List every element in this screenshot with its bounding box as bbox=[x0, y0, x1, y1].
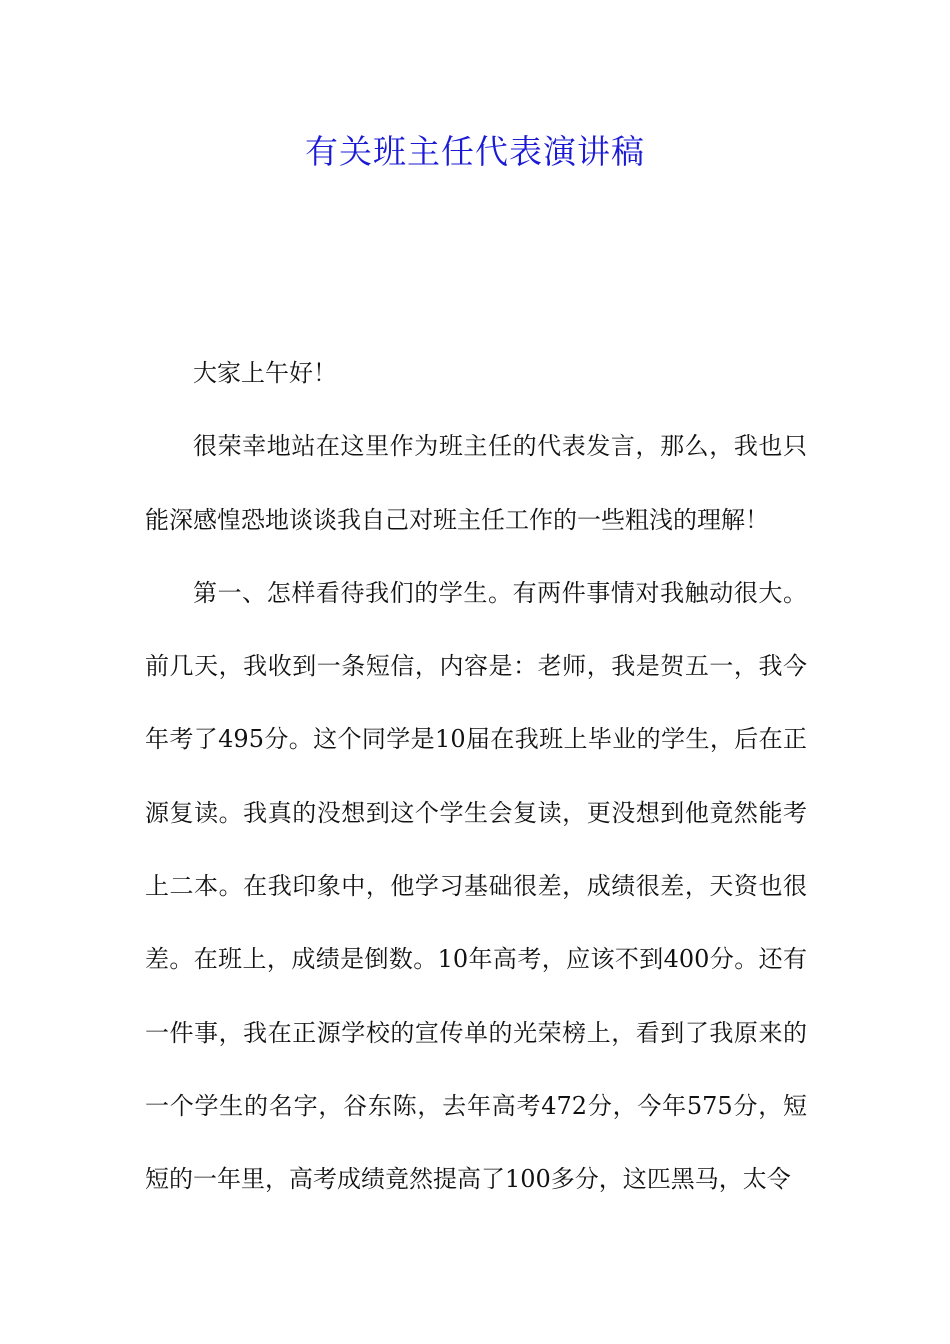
paragraph-first-point: 第一、怎样看待我们的学生。有两件事情对我触动很大。前几天，我收到一条短信，内容是：老师，我是贺五一，我今年考了495分。这个同学是10届在我班上毕业的学生，后在正源复读。我真的没想到这个学生会复读，更没想到他竟然能考上二本。在我印象中，他学习基础很差，成绩很差，天资也很差。在班上，成绩是倒数。10年高考，应该不到400分。还有一件事，我在正源学校的宣传单的光荣榜上，看到了我原来的一个学生的名字，谷东陈，去年高考472分，今年575分，短短的一年里，高考成绩竟然提高了100多分，这匹黑马，太令 bbox=[145, 578, 807, 1194]
document-body bbox=[145, 337, 807, 1217]
paragraph-intro: 很荣幸地站在这里作为班主任的代表发言，那么，我也只能深感惶恐地谈谈我自己对班主任工作的一些粗浅的理解！ bbox=[145, 432, 807, 534]
document-title: 有关班主任代表演讲稿 bbox=[305, 132, 645, 171]
paragraph-greeting: 大家上午好！ bbox=[193, 359, 337, 387]
